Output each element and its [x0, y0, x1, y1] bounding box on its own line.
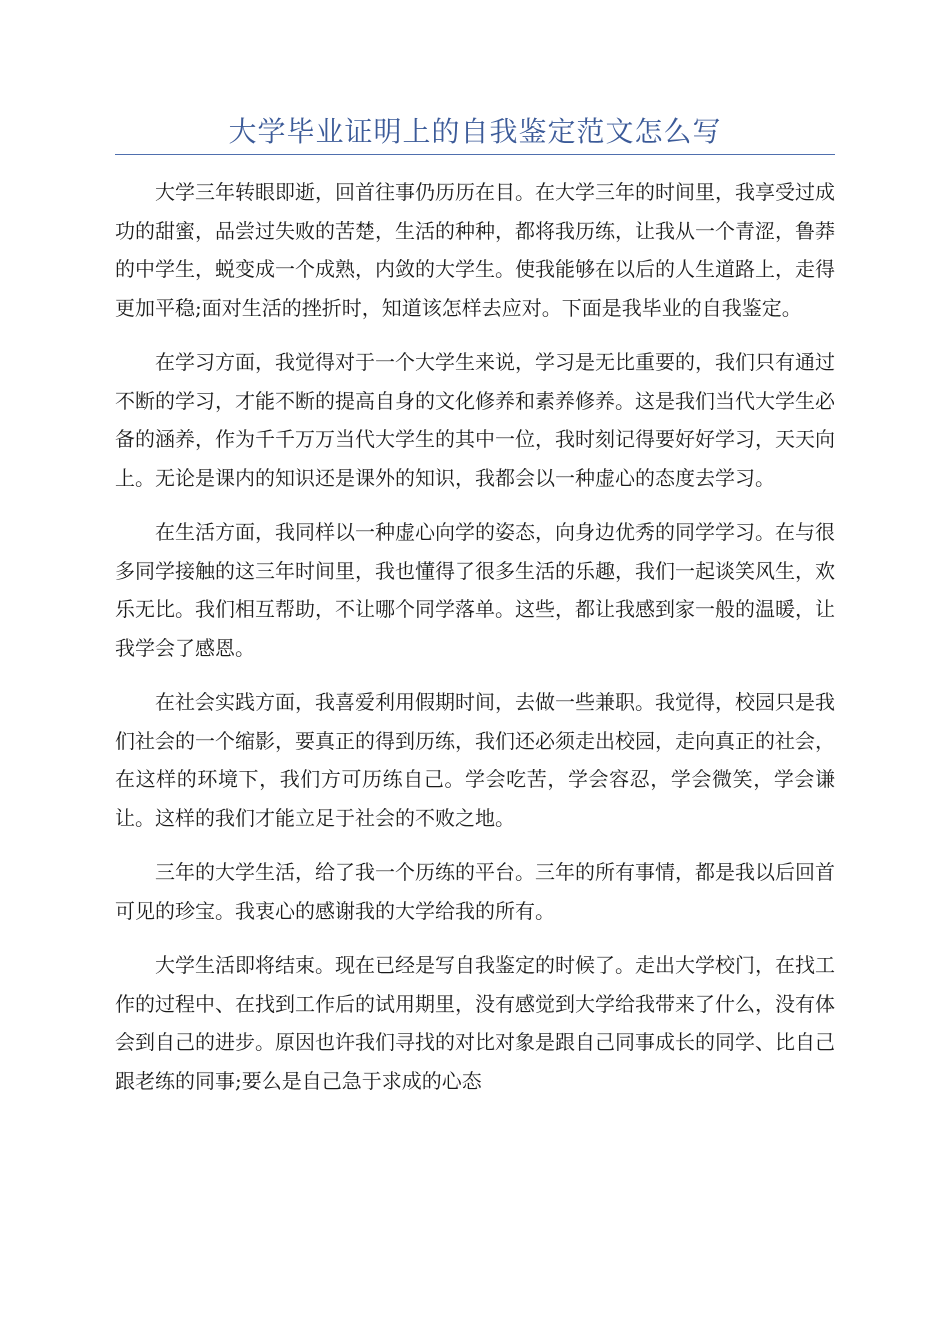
paragraph-intro: 大学三年转眼即逝，回首往事仍历历在目。在大学三年的时间里，我享受过成功的甜蜜，品尝过失败的苦楚，生活的种种，都将我历练，让我从一个青涩，鲁莽的中学生，蜕变成一个成熟，内敛的大学生。使我能够在以后的人生道路上，走得更加平稳;面对生活的挫折时，知道该怎样去应对。下面是我毕业的自我鉴定。: [115, 180, 835, 320]
paragraph-study: 在学习方面，我觉得对于一个大学生来说，学习是无比重要的，我们只有通过不断的学习，才能不断的提高自身的文化修养和素养修养。这是我们当代大学生必备的涵养，作为千千万万当代大学生的其中一位，我时刻记得要好好学习，天天向上。无论是课内的知识还是课外的知识，我都会以一种虚心的态度去学习。: [115, 350, 835, 490]
paragraph-social-practice: 在社会实践方面，我喜爱利用假期时间，去做一些兼职。我觉得，校园只是我们社会的一个缩影，要真正的得到历练，我们还必须走出校园，走向真正的社会，在这样的环境下，我们方可历练自己。学会吃苦，学会容忍，学会微笑，学会谦让。这样的我们才能立足于社会的不败之地。: [115, 690, 835, 830]
paragraph-graduation: 大学生活即将结束。现在已经是写自我鉴定的时候了。走出大学校门，在找工作的过程中、在找到工作后的试用期里，没有感觉到大学给我带来了什么，没有体会到自己的进步。原因也许我们寻找的对比对象是跟自己同事成长的同学、比自己跟老练的同事;要么是自己急于求成的心态: [115, 953, 835, 1093]
paragraph-life: 在生活方面，我同样以一种虚心向学的姿态，向身边优秀的同学学习。在与很多同学接触的这三年时间里，我也懂得了很多生活的乐趣，我们一起谈笑风生，欢乐无比。我们相互帮助，不让哪个同学落单。这些，都让我感到家一般的温暖，让我学会了感恩。: [115, 520, 835, 660]
document-body: [115, 173, 835, 1116]
title-underline: [115, 154, 835, 155]
document-title: 大学毕业证明上的自我鉴定范文怎么写: [228, 115, 722, 148]
paragraph-summary: 三年的大学生活，给了我一个历练的平台。三年的所有事情，都是我以后回首可见的珍宝。我衷心的感谢我的大学给我的所有。: [115, 860, 835, 923]
